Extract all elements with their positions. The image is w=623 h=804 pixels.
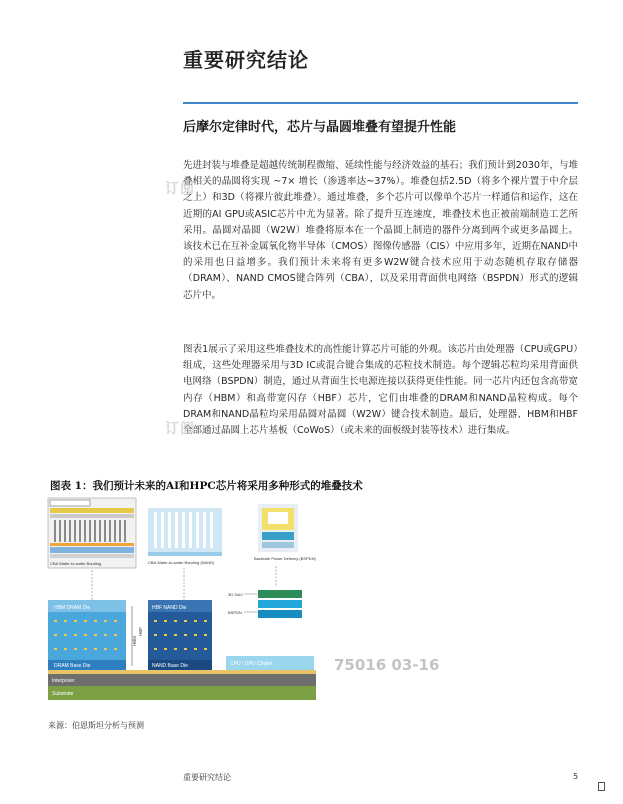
fig-label-hbf-side: HBF <box>138 627 143 636</box>
page-corner-mark <box>598 782 605 791</box>
page-footer: 重要研究结论 <box>183 773 231 782</box>
fig-label-backside: Backside Power Delivery (BSPDN) <box>254 556 316 561</box>
fig-label-nand-base: NAND Base Die <box>152 663 188 669</box>
figure-title: 图表 1：我们预计未来的AI和HPC芯片将采用多种形式的堆叠技术 <box>50 480 363 492</box>
package-base <box>48 670 316 700</box>
cba-cross-section <box>48 498 136 568</box>
watermark: 75016 03-16 <box>334 656 440 674</box>
fig-label-interposer: Interposer <box>52 678 75 684</box>
hbf-stack <box>148 600 212 670</box>
fig-label-dram-base: DRAM Base Die <box>54 663 91 669</box>
hbm-stack <box>48 600 126 670</box>
body-paragraph-1: 先进封装与堆叠是超越传统制程微缩、延续性能与经济效益的基石；我们预计到2030年，与堆叠相关的晶圆将实现 ~7× 增长（渗透率达~37%）。堆叠包括2.5D（将多个裸片置于中介层之上）和3D（将裸片彼此堆叠）。通过堆叠，多个芯片可以像单个芯片一样通信和运作，这在近期的AI GPU或ASIC芯片中尤为显著。除了提升互连速度，堆叠技术也正被前端制造工艺所采用。晶圆对晶圆（W2W）堆叠将原本在一个晶圆上制造的器件分离到两个或更多晶圆上。该技术已在互补金属氧化物半导体（CMOS）图像传感器（CIS）中应用多年，近期在NAND中的采用也日益增多。我们预计未来将有更多W2W键合技术应用于动态随机存取存储器（DRAM）、NAND CMOS键合阵列（CBA），以及采用背面供电网络（BSPDN）形式的逻辑芯片中。 <box>183 160 578 301</box>
fig-label-bspdn: BSPDN <box>228 610 242 615</box>
source-note: 来源：伯恩斯坦分析与预测 <box>48 721 144 730</box>
fig-label-hbm-side: HBM <box>132 636 137 646</box>
watermark: 订阅 <box>165 181 195 197</box>
bspdn-diagram <box>254 504 316 561</box>
fig-label-gpu: CPU / GPU Chiplet <box>230 661 273 667</box>
watermark: 订阅 <box>165 421 195 437</box>
fig-label-hbf-nand: HBF NAND Die <box>152 605 187 611</box>
body-paragraph-2: 图表1展示了采用这些堆叠技术的高性能计算芯片可能的外观。该芯片由处理器（CPU或GPU）组成，这些处理器采用与3D IC或混合键合集成的芯粒技术制造。每个逻辑芯粒均采用背面供电网络（BSPDN）制造，通过从背面生长电源连接以获得更佳性能。同一芯片内还包含高带宽内存（HBM）和高带宽闪存（HBF）芯片，它们由堆叠的DRAM和NAND晶粒构成。每个DRAM和NAND晶粒均采用晶圆对晶圆（W2W）键合技术制造。最后，处理器、HBM和HBF全部通过晶圆上芯片基板（CoWoS）（或未来的面板级封装等技术）进行集成。 <box>183 344 578 437</box>
stacking-diagram-figure <box>44 496 316 702</box>
page-title: 重要研究结论 <box>183 48 309 72</box>
stack-bracket <box>132 606 143 666</box>
fig-label-nand-w2w: CBA Wafer-to-wafer Bonding (NAND) <box>148 560 215 565</box>
fig-label-cba: CBA Wafer-to-wafer Bonding <box>50 561 102 566</box>
fig-label-substrate: Substrate <box>52 691 74 697</box>
nand-w2w-diagram <box>148 508 222 565</box>
title-divider <box>183 102 578 104</box>
gpu-chiplet <box>226 590 314 670</box>
fig-label-soic: 3D SoIC <box>228 592 244 597</box>
fig-label-hbm-dram: HBM DRAM Die <box>54 605 91 611</box>
section-heading: 后摩尔定律时代，芯片与晶圆堆叠有望提升性能 <box>183 120 457 135</box>
page-number: 5 <box>573 772 579 781</box>
